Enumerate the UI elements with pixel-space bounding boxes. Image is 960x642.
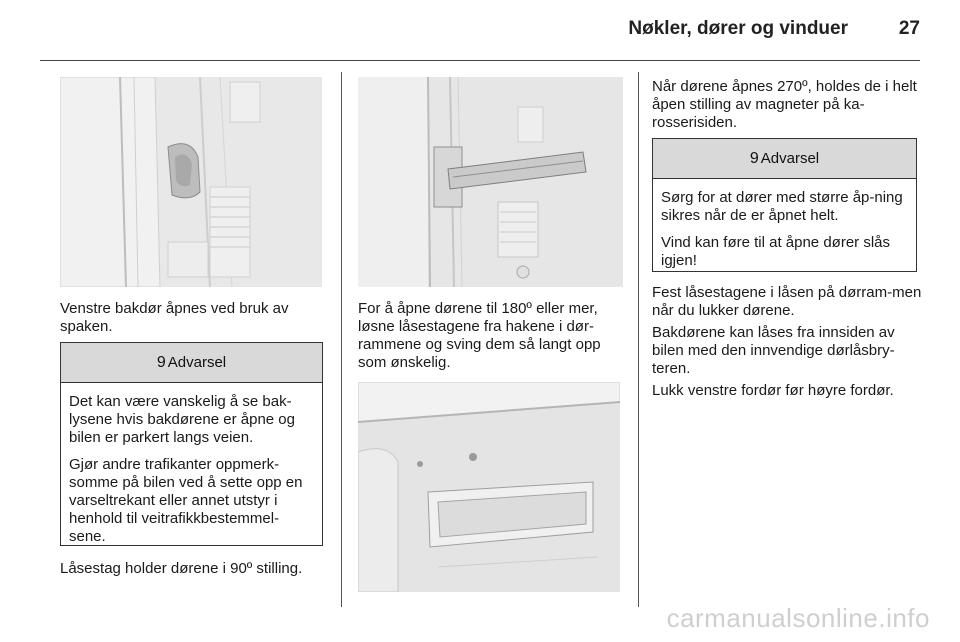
warning-icon: 9 — [156, 353, 166, 371]
warning-box-left — [60, 342, 323, 546]
column-divider-right — [638, 72, 639, 607]
section-title: Nøkler, dører og vinduer — [628, 18, 848, 39]
intro-right: Når dørene åpnes 270º, holdes de i helt åpen stilling av magneter på ka-rosserisiden. — [652, 78, 917, 131]
header-divider — [40, 60, 920, 61]
warning-paragraph: Det kan være vanskelig å se bak-lysene hvis bakdørene er åpne og bilen er parkert langs veien. — [69, 393, 295, 446]
warning-title: Advarsel — [167, 354, 227, 371]
caption-middle: For å åpne dørene til 180º eller mer, løsne låsestagene fra hakene i dør-rammene og sving dem så langt opp som ønskelig. — [358, 300, 601, 371]
column-divider-left — [341, 72, 342, 607]
figure-door-stay-strap — [358, 77, 623, 287]
warning-icon: 9 — [749, 149, 759, 167]
warning-header — [653, 139, 916, 179]
paragraph-right: Bakdørene kan låses fra innsiden av bilen med den innvendige dørlåsbry-teren. — [652, 324, 895, 377]
footer-text-left: Låsestag holder dørene i 90º stilling. — [60, 560, 303, 577]
warning-paragraph: Sørg for at dører med større åp-ning sikres når de er åpnet helt. — [661, 189, 903, 224]
warning-title: Advarsel — [760, 150, 820, 167]
watermark: carmanualsonline.info — [666, 603, 930, 633]
paragraph-right: Lukk venstre fordør før høyre fordør. — [652, 382, 894, 399]
caption-left: Venstre bakdør åpnes ved bruk av spaken. — [60, 300, 289, 335]
warning-paragraph: Gjør andre trafikanter oppmerk-somme på bilen ved å sette opp en varseltrekant eller annet utstyr i henhold til veitrafikkbestemmel-sene. — [69, 456, 303, 545]
warning-header — [61, 343, 322, 383]
paragraph-right: Fest låsestagene i låsen på dørram-men når du lukker dørene. — [652, 284, 922, 319]
figure-door-magnet — [358, 382, 620, 592]
warning-box-right — [652, 138, 917, 272]
warning-paragraph: Vind kan føre til at åpne dører slås igjen! — [661, 234, 890, 269]
page-number: 27 — [898, 18, 920, 39]
figure-rear-door-lever — [60, 77, 322, 287]
